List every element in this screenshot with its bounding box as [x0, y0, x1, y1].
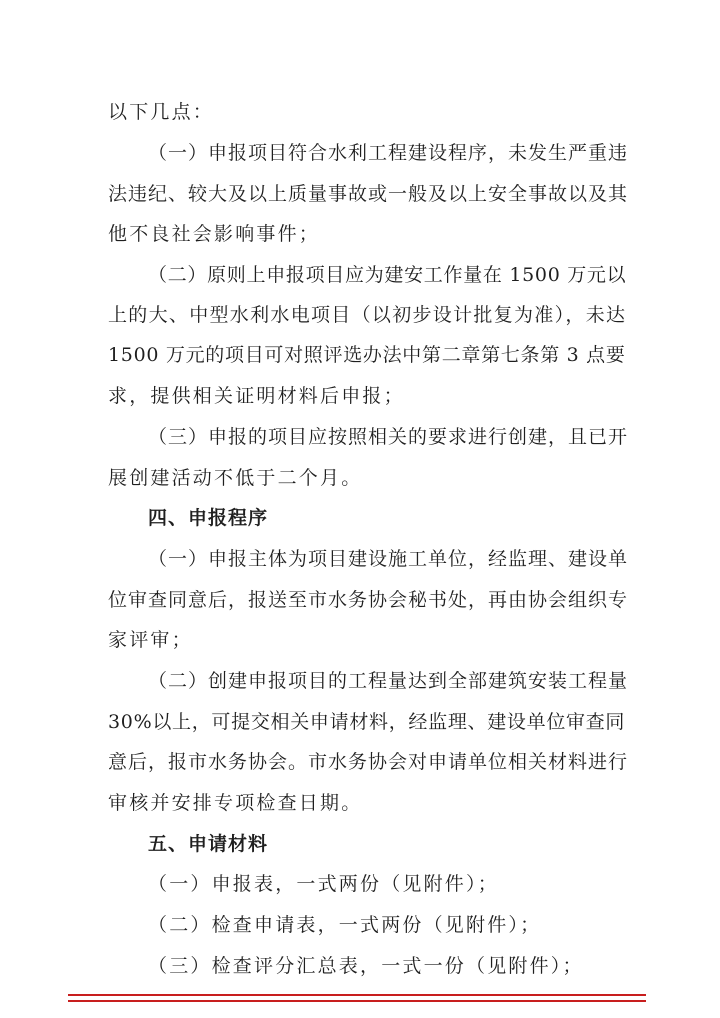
- body-text-line: 位审查同意后，报送至市水务协会秘书处，再由协会组织专: [108, 589, 629, 611]
- section-heading-procedure: 四、申报程序: [148, 507, 269, 529]
- list-item-3-line: （三）申报的项目应按照相关的要求进行创建，且已开: [148, 426, 629, 448]
- body-text-line: 法违纪、较大及以上质量事故或一般及以上安全事故以及其: [108, 183, 629, 205]
- body-text-line: 上的大、中型水利水电项目（以初步设计批复为准），未达: [108, 304, 627, 326]
- materials-item-2: （二）检查申请表，一式两份（见附件）；: [148, 914, 542, 936]
- materials-item-1: （一）申报表，一式两份（见附件）；: [148, 873, 499, 895]
- procedure-item-1-line: （一）申报主体为项目建设施工单位，经监理、建设单: [148, 548, 629, 570]
- body-text-line: 审核并安排专项检查日期。: [108, 792, 363, 814]
- list-item-1-line: （一）申报项目符合水利工程建设程序，未发生严重违: [148, 142, 629, 164]
- body-text-line: 他不良社会影响事件；: [108, 223, 321, 245]
- body-text-line: 求，提供相关证明材料后申报；: [108, 385, 405, 407]
- body-text-line: 意后，报市水务协会。市水务协会对申请单位相关材料进行: [108, 751, 629, 773]
- body-text-line: 30%以上，可提交相关申请材料，经监理、建设单位审查同: [108, 711, 626, 733]
- body-text-line: 以下几点：: [108, 101, 215, 123]
- body-text-line: 展创建活动不低于二个月。: [108, 467, 363, 489]
- body-text-line: 家评审；: [108, 629, 193, 651]
- procedure-item-2-line: （二）创建申报项目的工程量达到全部建筑安装工程量: [148, 670, 629, 692]
- section-heading-materials: 五、申请材料: [148, 833, 269, 855]
- footer-red-rule-top: [68, 994, 646, 996]
- body-text-line: 1500 万元的项目可对照评选办法中第二章第七条第 3 点要: [108, 344, 626, 366]
- materials-item-3: （三）检查评分汇总表，一式一份（见附件）；: [148, 955, 584, 977]
- list-item-2-line: （二）原则上申报项目应为建安工作量在 1500 万元以: [148, 264, 627, 286]
- footer-red-rule-bottom: [68, 1000, 646, 1002]
